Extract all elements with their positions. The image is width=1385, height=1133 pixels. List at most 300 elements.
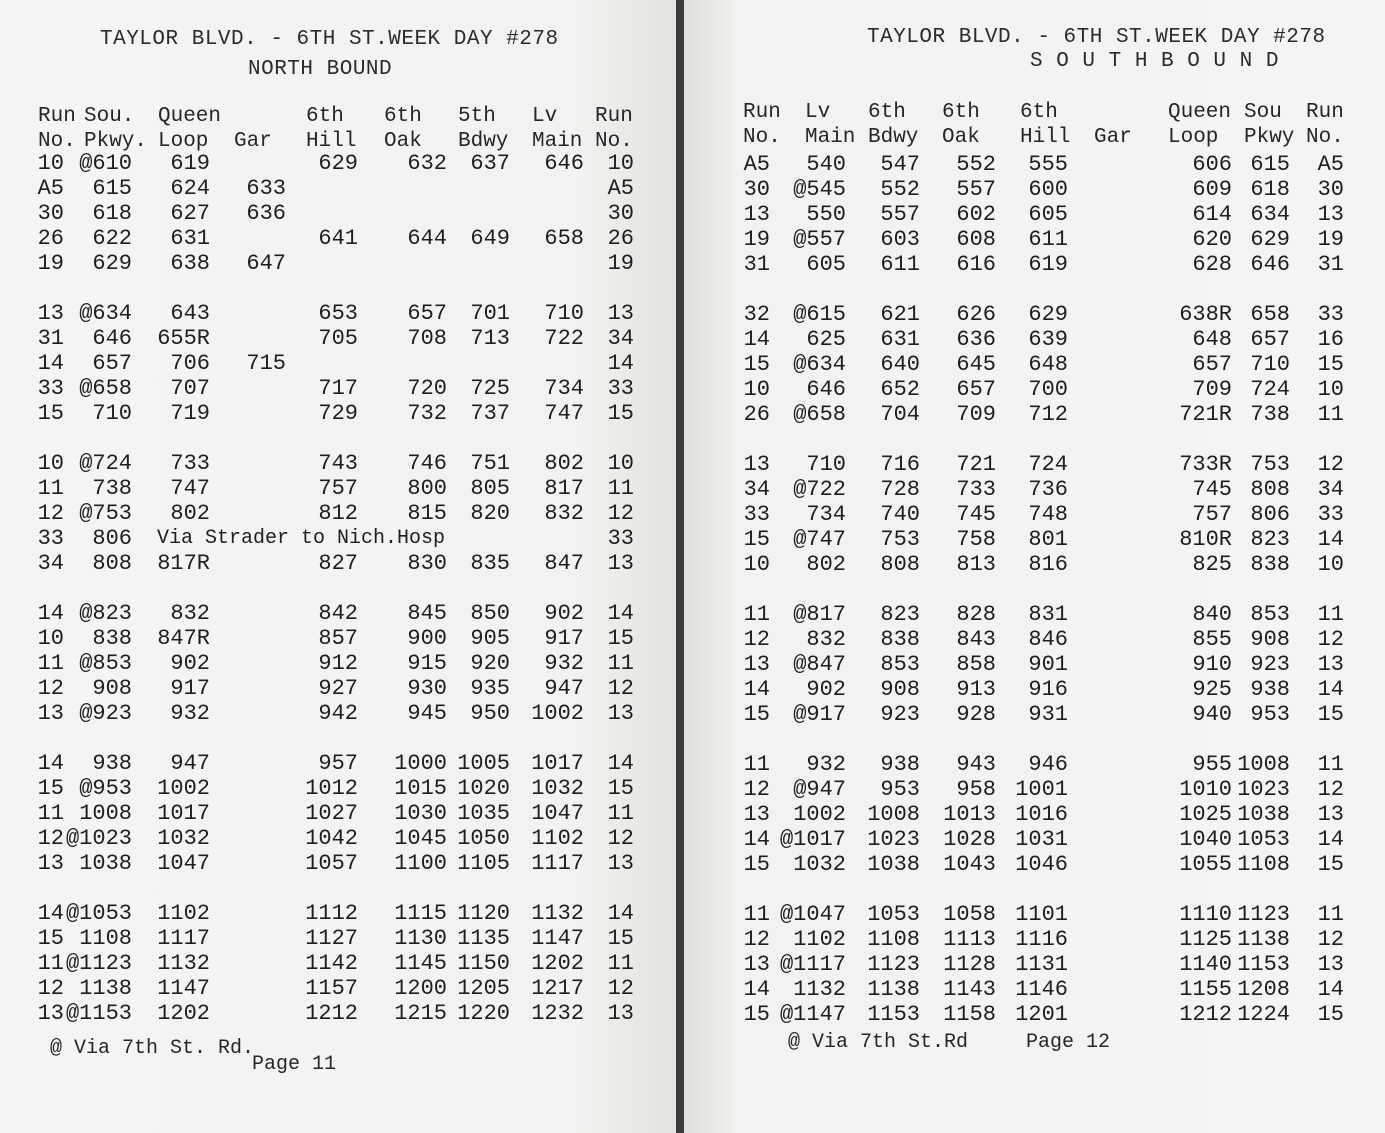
left-timetable-cell: 842 (318, 601, 358, 626)
right-timetable-cell: 1023 (867, 827, 920, 852)
right-timetable-cell: 30 (1317, 177, 1344, 202)
left-timetable-cell: 713 (470, 326, 510, 351)
left-timetable-cell: 1050 (457, 826, 510, 851)
right-timetable-cell: 931 (1028, 702, 1068, 727)
left-timetable-cell: 1115 (394, 901, 447, 926)
right-timetable-cell: 1212 (1179, 1002, 1232, 1027)
left-column-header: Loop (158, 130, 209, 153)
left-timetable-cell: 942 (318, 701, 358, 726)
right-column-header: Main (805, 126, 856, 149)
right-timetable-cell: 1138 (867, 977, 920, 1002)
right-timetable-cell: 704 (880, 402, 920, 427)
left-timetable-cell: 12 (607, 676, 634, 701)
left-timetable-cell: 751 (470, 451, 510, 476)
right-timetable-cell: 631 (880, 327, 920, 352)
left-timetable-cell: 720 (407, 376, 447, 401)
left-column-header: Gar (234, 130, 272, 153)
right-timetable-cell: 1046 (1015, 852, 1068, 877)
left-timetable-cell: 802 (544, 451, 584, 476)
left-timetable-cell: 637 (470, 151, 510, 176)
left-timetable-cell: 912 (318, 651, 358, 676)
right-timetable-cell: 1155 (1179, 977, 1232, 1002)
right-timetable-cell: 700 (1028, 377, 1068, 402)
right-timetable-cell: 1002 (793, 802, 846, 827)
right-timetable-cell: 940 (1192, 702, 1232, 727)
left-timetable-cell: 15 (37, 926, 64, 951)
left-timetable-cell: @1123 (65, 951, 132, 976)
right-timetable-cell: 14 (743, 677, 770, 702)
right-timetable-cell: 910 (1192, 652, 1232, 677)
right-timetable-cell: 1102 (793, 927, 846, 952)
left-column-header: Hill (306, 130, 357, 153)
left-timetable-cell: 1117 (157, 926, 210, 951)
right-timetable-cell: 908 (1250, 627, 1290, 652)
left-timetable-cell: 845 (407, 601, 447, 626)
left-timetable-cell: 746 (407, 451, 447, 476)
left-timetable-cell: 631 (170, 226, 210, 251)
left-timetable-cell: 920 (470, 651, 510, 676)
right-timetable-cell: 645 (956, 352, 996, 377)
left-timetable-cell: 1005 (457, 751, 510, 776)
right-timetable-cell: 738 (1250, 402, 1290, 427)
right-timetable-cell: 12 (1317, 452, 1344, 477)
left-timetable-cell: 938 (92, 751, 132, 776)
right-timetable-cell: 1224 (1237, 1002, 1290, 1027)
right-timetable-cell: 13 (1317, 202, 1344, 227)
right-timetable-cell: 13 (1317, 802, 1344, 827)
right-column-header: Queen (1168, 101, 1232, 124)
right-timetable-cell: 638R (1179, 302, 1232, 327)
right-timetable-cell: 1031 (1015, 827, 1068, 852)
right-column-header: 6th (942, 101, 980, 124)
left-timetable-cell: 717 (318, 376, 358, 401)
left-timetable-cell: 719 (170, 401, 210, 426)
right-timetable-cell: 840 (1192, 602, 1232, 627)
left-timetable-cell: 847R (157, 626, 210, 651)
left-timetable-cell: 902 (170, 651, 210, 676)
left-timetable-cell: 12 (37, 826, 64, 851)
right-timetable-cell: 1038 (1237, 802, 1290, 827)
left-timetable-cell: 1008 (79, 801, 132, 826)
left-timetable-cell: 1135 (457, 926, 510, 951)
right-timetable-cell: 615 (1250, 152, 1290, 177)
right-timetable-cell: 15 (743, 852, 770, 877)
book-spine (676, 0, 684, 1133)
right-timetable-cell: 10 (743, 552, 770, 577)
right-timetable-cell: 628 (1192, 252, 1232, 277)
left-timetable-cell: 1002 (157, 776, 210, 801)
right-timetable-cell: 810R (1179, 527, 1232, 552)
left-timetable-cell: 638 (170, 251, 210, 276)
right-timetable-cell: 958 (956, 777, 996, 802)
right-timetable-cell: 753 (880, 527, 920, 552)
right-timetable-cell: 1123 (867, 952, 920, 977)
left-timetable-cell: 1047 (531, 801, 584, 826)
left-timetable-cell: 12 (607, 501, 634, 526)
left-timetable-cell: 1102 (531, 826, 584, 851)
right-timetable-cell: 1053 (867, 902, 920, 927)
left-timetable-cell: @658 (79, 376, 132, 401)
left-timetable-cell: 14 (607, 901, 634, 926)
left-timetable-cell: 13 (607, 301, 634, 326)
right-timetable-cell: 724 (1028, 452, 1068, 477)
left-column-header: Pkwy. (84, 130, 148, 153)
right-timetable-cell: 15 (743, 702, 770, 727)
right-timetable-cell: 14 (743, 977, 770, 1002)
left-timetable-cell: 1015 (394, 776, 447, 801)
right-timetable-cell: @847 (793, 652, 846, 677)
right-column-header: Bdwy (868, 126, 919, 149)
right-timetable-cell: 816 (1028, 552, 1068, 577)
right-timetable-cell: 552 (956, 152, 996, 177)
left-timetable-cell: 11 (607, 951, 634, 976)
left-timetable-cell: 15 (607, 401, 634, 426)
right-timetable-cell: 14 (1317, 827, 1344, 852)
right-timetable-cell: 953 (880, 777, 920, 802)
right-timetable-cell: 1201 (1015, 1002, 1068, 1027)
right-timetable-cell: 1025 (1179, 802, 1232, 827)
right-timetable-cell: 616 (956, 252, 996, 277)
left-timetable-cell: 13 (607, 851, 634, 876)
right-timetable-cell: 611 (1028, 227, 1068, 252)
right-timetable-cell: 13 (743, 802, 770, 827)
right-timetable-cell: 11 (1317, 602, 1344, 627)
right-timetable-cell: 652 (880, 377, 920, 402)
right-timetable-cell: 629 (1250, 227, 1290, 252)
left-timetable-cell: 1038 (79, 851, 132, 876)
left-timetable-cell: 729 (318, 401, 358, 426)
right-timetable-cell: 1032 (793, 852, 846, 877)
left-timetable-cell: 900 (407, 626, 447, 651)
left-timetable-cell: 947 (170, 751, 210, 776)
left-timetable-cell: 14 (607, 601, 634, 626)
right-timetable-cell: 801 (1028, 527, 1068, 552)
left-timetable-cell: 734 (544, 376, 584, 401)
left-timetable-cell: 1232 (531, 1001, 584, 1026)
left-timetable-cell: 15 (607, 926, 634, 951)
left-timetable-cell: 30 (607, 201, 634, 226)
right-timetable-cell: 550 (806, 202, 846, 227)
right-timetable-cell: 14 (743, 327, 770, 352)
left-timetable-cell: 710 (92, 401, 132, 426)
left-timetable-cell: 805 (470, 476, 510, 501)
right-timetable-cell: 753 (1250, 452, 1290, 477)
left-timetable-cell: 33 (607, 376, 634, 401)
right-timetable-cell: 657 (1192, 352, 1232, 377)
left-timetable-cell: 619 (170, 151, 210, 176)
left-timetable-cell: 850 (470, 601, 510, 626)
left-timetable-cell: 632 (407, 151, 447, 176)
right-timetable-cell: 12 (1317, 777, 1344, 802)
right-timetable-cell: @1117 (779, 952, 846, 977)
left-timetable-cell: 1120 (457, 901, 510, 926)
left-timetable-cell: 935 (470, 676, 510, 701)
left-timetable-cell: 657 (407, 301, 447, 326)
right-timetable-cell: 646 (1250, 252, 1290, 277)
left-timetable-cell: 945 (407, 701, 447, 726)
right-timetable-cell: 1128 (943, 952, 996, 977)
right-timetable-cell: 946 (1028, 752, 1068, 777)
left-timetable-cell: 722 (544, 326, 584, 351)
left-timetable-cell: 708 (407, 326, 447, 351)
right-timetable-cell: 838 (880, 627, 920, 652)
left-timetable-cell: 10 (37, 626, 64, 651)
left-column-header: Lv (532, 105, 558, 128)
left-timetable-cell: 857 (318, 626, 358, 651)
left-timetable-cell: 1030 (394, 801, 447, 826)
left-timetable-cell: 1117 (531, 851, 584, 876)
right-timetable-cell: 745 (956, 502, 996, 527)
right-timetable-cell: @1147 (779, 1002, 846, 1027)
left-timetable-cell: 1045 (394, 826, 447, 851)
left-timetable-cell: 15 (607, 776, 634, 801)
left-timetable-cell: 838 (92, 626, 132, 651)
right-timetable-cell: 1001 (1015, 777, 1068, 802)
left-timetable-cell: 732 (407, 401, 447, 426)
right-timetable-cell: 913 (956, 677, 996, 702)
right-column-header: Hill (1020, 126, 1071, 149)
left-timetable-cell: 627 (170, 201, 210, 226)
right-timetable-cell: 13 (743, 202, 770, 227)
left-timetable-cell: 658 (544, 226, 584, 251)
left-timetable-cell: 957 (318, 751, 358, 776)
right-timetable-cell: 14 (1317, 677, 1344, 702)
right-timetable-cell: 943 (956, 752, 996, 777)
left-timetable-cell: 1017 (157, 801, 210, 826)
left-timetable-cell: 1217 (531, 976, 584, 1001)
right-column-header: Run (743, 101, 781, 124)
left-timetable-cell: @634 (79, 301, 132, 326)
right-timetable-cell: 557 (956, 177, 996, 202)
left-timetable-cell: @753 (79, 501, 132, 526)
right-timetable-cell: 1010 (1179, 777, 1232, 802)
left-timetable-cell: A5 (607, 176, 634, 201)
left-timetable-cell: 14 (607, 351, 634, 376)
left-timetable-cell: 644 (407, 226, 447, 251)
right-timetable-cell: 1113 (943, 927, 996, 952)
left-timetable-cell: 646 (544, 151, 584, 176)
right-timetable-cell: 609 (1192, 177, 1232, 202)
left-timetable-cell: 1127 (305, 926, 358, 951)
left-timetable-cell: 908 (92, 676, 132, 701)
right-timetable-cell: 1023 (1237, 777, 1290, 802)
right-timetable-cell: 806 (1250, 502, 1290, 527)
left-timetable-cell: 1112 (305, 901, 358, 926)
right-timetable-cell: 12 (1317, 927, 1344, 952)
right-timetable-cell: 828 (956, 602, 996, 627)
left-timetable-cell: 835 (470, 551, 510, 576)
left-timetable-cell: 815 (407, 501, 447, 526)
right-column-header: Lv (805, 101, 831, 124)
right-timetable-cell: 757 (1192, 502, 1232, 527)
right-column-header: 6th (868, 101, 906, 124)
left-timetable-cell: 13 (37, 301, 64, 326)
right-timetable-cell: 733 (956, 477, 996, 502)
right-timetable-cell: 657 (1250, 327, 1290, 352)
right-timetable-cell: 34 (1317, 477, 1344, 502)
left-timetable-cell: 653 (318, 301, 358, 326)
left-timetable-cell: 1032 (531, 776, 584, 801)
right-timetable-cell: 31 (1317, 252, 1344, 277)
right-timetable-cell: 657 (956, 377, 996, 402)
left-timetable-cell: 34 (607, 326, 634, 351)
right-timetable-cell: 13 (743, 452, 770, 477)
left-timetable-cell: 1200 (394, 976, 447, 1001)
right-timetable-cell: 34 (743, 477, 770, 502)
left-timetable-cell: 743 (318, 451, 358, 476)
right-timetable-cell: 33 (1317, 502, 1344, 527)
left-timetable-cell: 26 (37, 226, 64, 251)
right-timetable-cell: 15 (743, 527, 770, 552)
left-timetable-cell: 1100 (394, 851, 447, 876)
right-timetable-cell: 13 (1317, 652, 1344, 677)
right-timetable-cell: 605 (1028, 202, 1068, 227)
left-timetable-cell: 643 (170, 301, 210, 326)
left-timetable-cell: 832 (170, 601, 210, 626)
right-timetable-cell: A5 (743, 152, 770, 177)
left-timetable-cell: 633 (246, 176, 286, 201)
left-timetable-cell: 915 (407, 651, 447, 676)
right-column-header: Gar (1094, 126, 1132, 149)
left-timetable-cell: 1142 (305, 951, 358, 976)
left-timetable-cell: 1047 (157, 851, 210, 876)
right-timetable-cell: 15 (743, 352, 770, 377)
left-timetable-cell: 1205 (457, 976, 510, 1001)
right-timetable-cell: 823 (880, 602, 920, 627)
left-timetable-cell: 12 (607, 976, 634, 1001)
left-timetable-cell: 917 (170, 676, 210, 701)
left-timetable-cell: 733 (170, 451, 210, 476)
right-timetable-cell: 33 (1317, 302, 1344, 327)
left-timetable-cell: @823 (79, 601, 132, 626)
left-column-header: Run (38, 105, 76, 128)
right-timetable-cell: 621 (880, 302, 920, 327)
left-timetable-cell: 1145 (394, 951, 447, 976)
left-timetable-cell: 13 (607, 551, 634, 576)
right-timetable-cell: 626 (956, 302, 996, 327)
left-timetable-cell: 817 (544, 476, 584, 501)
right-timetable-cell: @722 (793, 477, 846, 502)
right-timetable-cell: 1013 (943, 802, 996, 827)
left-timetable-cell: 1020 (457, 776, 510, 801)
left-timetable-cell: 629 (318, 151, 358, 176)
right-page-subtitle: S O U T H B O U N D (1030, 50, 1279, 73)
right-timetable-cell: 547 (880, 152, 920, 177)
right-timetable-cell: 1008 (867, 802, 920, 827)
left-timetable-cell: 11 (607, 801, 634, 826)
left-timetable-cell: 710 (544, 301, 584, 326)
right-timetable-cell: 602 (956, 202, 996, 227)
right-timetable-cell: 19 (743, 227, 770, 252)
left-timetable-cell: 10 (607, 151, 634, 176)
left-timetable-cell: 820 (470, 501, 510, 526)
left-timetable-cell: 1012 (305, 776, 358, 801)
right-timetable-cell: 636 (956, 327, 996, 352)
right-timetable-cell: 640 (880, 352, 920, 377)
left-timetable-cell: 1042 (305, 826, 358, 851)
left-timetable-cell: 624 (170, 176, 210, 201)
left-column-header: 5th (458, 105, 496, 128)
left-timetable-cell: 738 (92, 476, 132, 501)
left-timetable-cell: 30 (37, 201, 64, 226)
right-timetable-cell: 11 (1317, 902, 1344, 927)
left-timetable-cell: 11 (607, 651, 634, 676)
left-timetable-cell: 1017 (531, 751, 584, 776)
right-timetable-cell: 31 (743, 252, 770, 277)
right-page-title: TAYLOR BLVD. - 6TH ST.WEEK DAY #278 (867, 26, 1326, 49)
right-timetable-cell: A5 (1317, 152, 1344, 177)
right-timetable-cell: 16 (1317, 327, 1344, 352)
right-timetable-cell: 938 (1250, 677, 1290, 702)
right-timetable-cell: 555 (1028, 152, 1068, 177)
left-timetable-cell: 26 (607, 226, 634, 251)
left-timetable-cell: 905 (470, 626, 510, 651)
left-page (0, 0, 676, 1133)
right-timetable-cell: 1138 (1237, 927, 1290, 952)
left-timetable-cell: 11 (37, 801, 64, 826)
left-timetable-cell: 15 (607, 626, 634, 651)
right-timetable-cell: 10 (743, 377, 770, 402)
left-timetable-cell: 1202 (157, 1001, 210, 1026)
right-timetable-cell: 923 (1250, 652, 1290, 677)
left-footnote: @ Via 7th St. Rd. (50, 1037, 255, 1060)
left-timetable-cell: 15 (37, 401, 64, 426)
right-timetable-cell: 716 (880, 452, 920, 477)
left-timetable-cell: 10 (607, 451, 634, 476)
right-timetable-cell: 1028 (943, 827, 996, 852)
right-column-header: Run (1306, 101, 1344, 124)
right-timetable-cell: 901 (1028, 652, 1068, 677)
right-timetable-cell: 608 (956, 227, 996, 252)
left-timetable-cell: 1027 (305, 801, 358, 826)
left-page-title: TAYLOR BLVD. - 6TH ST.WEEK DAY #278 (100, 28, 559, 51)
right-timetable-cell: 14 (1317, 977, 1344, 1002)
left-timetable-cell: 705 (318, 326, 358, 351)
left-timetable-cell: 806 (92, 526, 132, 551)
left-timetable-cell: 10 (37, 451, 64, 476)
right-timetable-cell: 15 (1317, 702, 1344, 727)
left-timetable-cell: A5 (37, 176, 64, 201)
left-timetable-cell: 1035 (457, 801, 510, 826)
right-timetable-cell: 15 (1317, 352, 1344, 377)
left-timetable-cell: 927 (318, 676, 358, 701)
right-timetable-cell: @817 (793, 602, 846, 627)
left-timetable-cell: 15 (37, 776, 64, 801)
right-timetable-cell: 15 (1317, 1002, 1344, 1027)
left-timetable-cell: 641 (318, 226, 358, 251)
right-timetable-cell: 728 (880, 477, 920, 502)
right-timetable-cell: 658 (1250, 302, 1290, 327)
right-timetable-cell: 953 (1250, 702, 1290, 727)
left-timetable-cell: 1150 (457, 951, 510, 976)
left-timetable-cell: @610 (79, 151, 132, 176)
left-timetable-cell: 19 (607, 251, 634, 276)
right-timetable-cell: 853 (1250, 602, 1290, 627)
right-timetable-cell: 928 (956, 702, 996, 727)
left-timetable-cell: 13 (37, 851, 64, 876)
left-timetable-cell: @1023 (65, 826, 132, 851)
right-timetable-cell: 639 (1028, 327, 1068, 352)
right-column-header: Sou (1244, 101, 1282, 124)
left-timetable-cell: 830 (407, 551, 447, 576)
left-timetable-cell: 802 (170, 501, 210, 526)
right-timetable-cell: 1208 (1237, 977, 1290, 1002)
right-timetable-cell: 748 (1028, 502, 1068, 527)
right-timetable-cell: 19 (1317, 227, 1344, 252)
right-timetable-cell: @1047 (779, 902, 846, 927)
right-page (684, 0, 1385, 1133)
left-timetable-cell: 737 (470, 401, 510, 426)
